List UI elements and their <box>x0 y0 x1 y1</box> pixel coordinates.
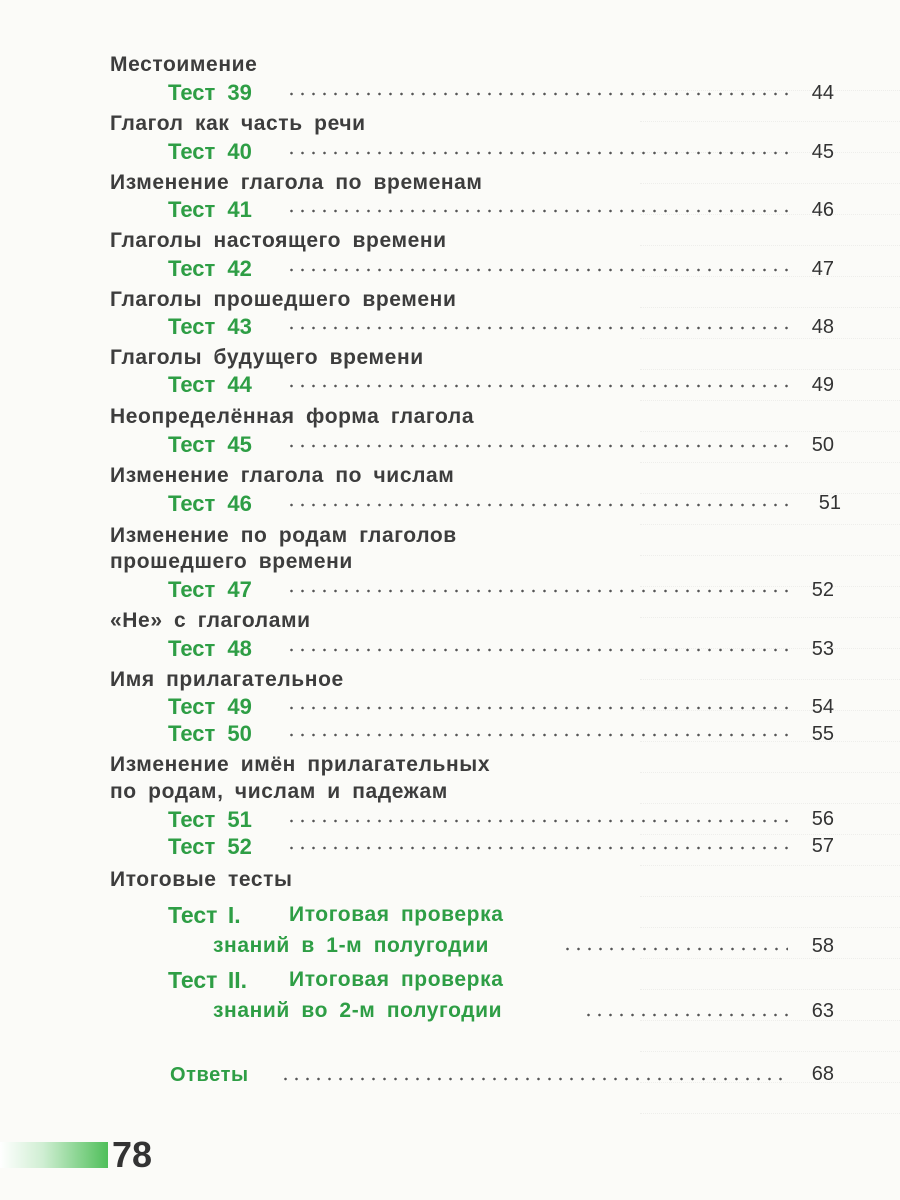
page-number-entry: 58 <box>811 935 834 957</box>
test-label[interactable]: Тест 47 <box>168 577 252 602</box>
section-heading: Неопределённая форма глагола <box>110 405 475 428</box>
test-label[interactable]: Тест 52 <box>168 834 252 859</box>
dot-leader <box>562 947 788 951</box>
dot-leader <box>286 151 788 155</box>
page-number-entry: 63 <box>811 1000 834 1022</box>
section-heading-continued: по родам, числам и падежам <box>110 780 448 803</box>
dot-leader <box>583 1013 795 1017</box>
final-test-title: Итоговая проверка <box>289 903 504 926</box>
dot-leader <box>286 846 788 850</box>
dot-leader <box>286 92 788 96</box>
final-tests-heading: Итоговые тесты <box>110 868 293 891</box>
page-number-entry: 47 <box>811 258 834 280</box>
section-heading: Местоимение <box>110 53 258 76</box>
section-heading: Изменение имён прилагательных <box>110 753 491 776</box>
footer-accent-bar <box>0 1142 108 1168</box>
section-heading-continued: прошедшего времени <box>110 550 353 573</box>
dot-leader <box>286 209 788 213</box>
section-heading: Глаголы будущего времени <box>110 346 424 369</box>
test-label[interactable]: Тест 42 <box>168 256 252 281</box>
final-test-label[interactable]: Тест II. <box>168 967 248 993</box>
page-number-entry: 51 <box>818 492 841 514</box>
test-label[interactable]: Тест 46 <box>168 491 252 516</box>
test-label[interactable]: Тест 45 <box>168 432 252 457</box>
page-number-entry: 57 <box>811 835 834 857</box>
section-heading: Изменение по родам глаголов <box>110 524 457 547</box>
page-number-entry: 44 <box>811 82 834 104</box>
dot-leader <box>286 819 788 823</box>
dot-leader <box>286 384 788 388</box>
test-label[interactable]: Тест 43 <box>168 314 252 339</box>
test-label[interactable]: Тест 49 <box>168 694 252 719</box>
final-test-title: Итоговая проверка <box>289 968 504 991</box>
page-number-entry: 68 <box>811 1063 834 1085</box>
section-heading: «Не» с глаголами <box>110 609 311 632</box>
dot-leader <box>286 589 788 593</box>
test-label[interactable]: Тест 50 <box>168 721 252 746</box>
dot-leader <box>286 648 788 652</box>
page-number-entry: 52 <box>811 579 834 601</box>
page-number-entry: 50 <box>811 434 834 456</box>
test-label[interactable]: Тест 40 <box>168 139 252 164</box>
dot-leader <box>286 444 788 448</box>
dot-leader <box>286 503 794 507</box>
section-heading: Глаголы прошедшего времени <box>110 288 457 311</box>
dot-leader <box>286 733 788 737</box>
final-test-label[interactable]: Тест I. <box>168 902 241 928</box>
test-label[interactable]: Тест 48 <box>168 636 252 661</box>
page-number-entry: 49 <box>811 374 834 396</box>
answers-label[interactable]: Ответы <box>170 1064 249 1086</box>
section-heading: Глагол как часть речи <box>110 112 366 135</box>
page-number-entry: 48 <box>811 316 834 338</box>
test-label[interactable]: Тест 41 <box>168 197 252 222</box>
dot-leader <box>286 268 788 272</box>
final-test-title-continued: знаний во 2-м полугодии <box>213 999 503 1022</box>
page-number-entry: 45 <box>811 141 834 163</box>
dot-leader <box>286 706 788 710</box>
page-number-entry: 46 <box>811 199 834 221</box>
section-heading: Глаголы настоящего времени <box>110 229 447 252</box>
section-heading: Изменение глагола по числам <box>110 464 455 487</box>
page-number-entry: 55 <box>811 723 834 745</box>
page-number-entry: 54 <box>811 696 834 718</box>
final-test-title-continued: знаний в 1-м полугодии <box>213 934 490 957</box>
page-number-entry: 56 <box>811 808 834 830</box>
page-number-entry: 53 <box>811 638 834 660</box>
dot-leader <box>286 326 788 330</box>
section-heading: Имя прилагательное <box>110 668 344 691</box>
test-label[interactable]: Тест 51 <box>168 807 252 832</box>
section-heading: Изменение глагола по временам <box>110 171 483 194</box>
test-label[interactable]: Тест 44 <box>168 372 252 397</box>
test-label[interactable]: Тест 39 <box>168 80 252 105</box>
page-number: 78 <box>112 1134 153 1175</box>
dot-leader <box>280 1077 788 1081</box>
